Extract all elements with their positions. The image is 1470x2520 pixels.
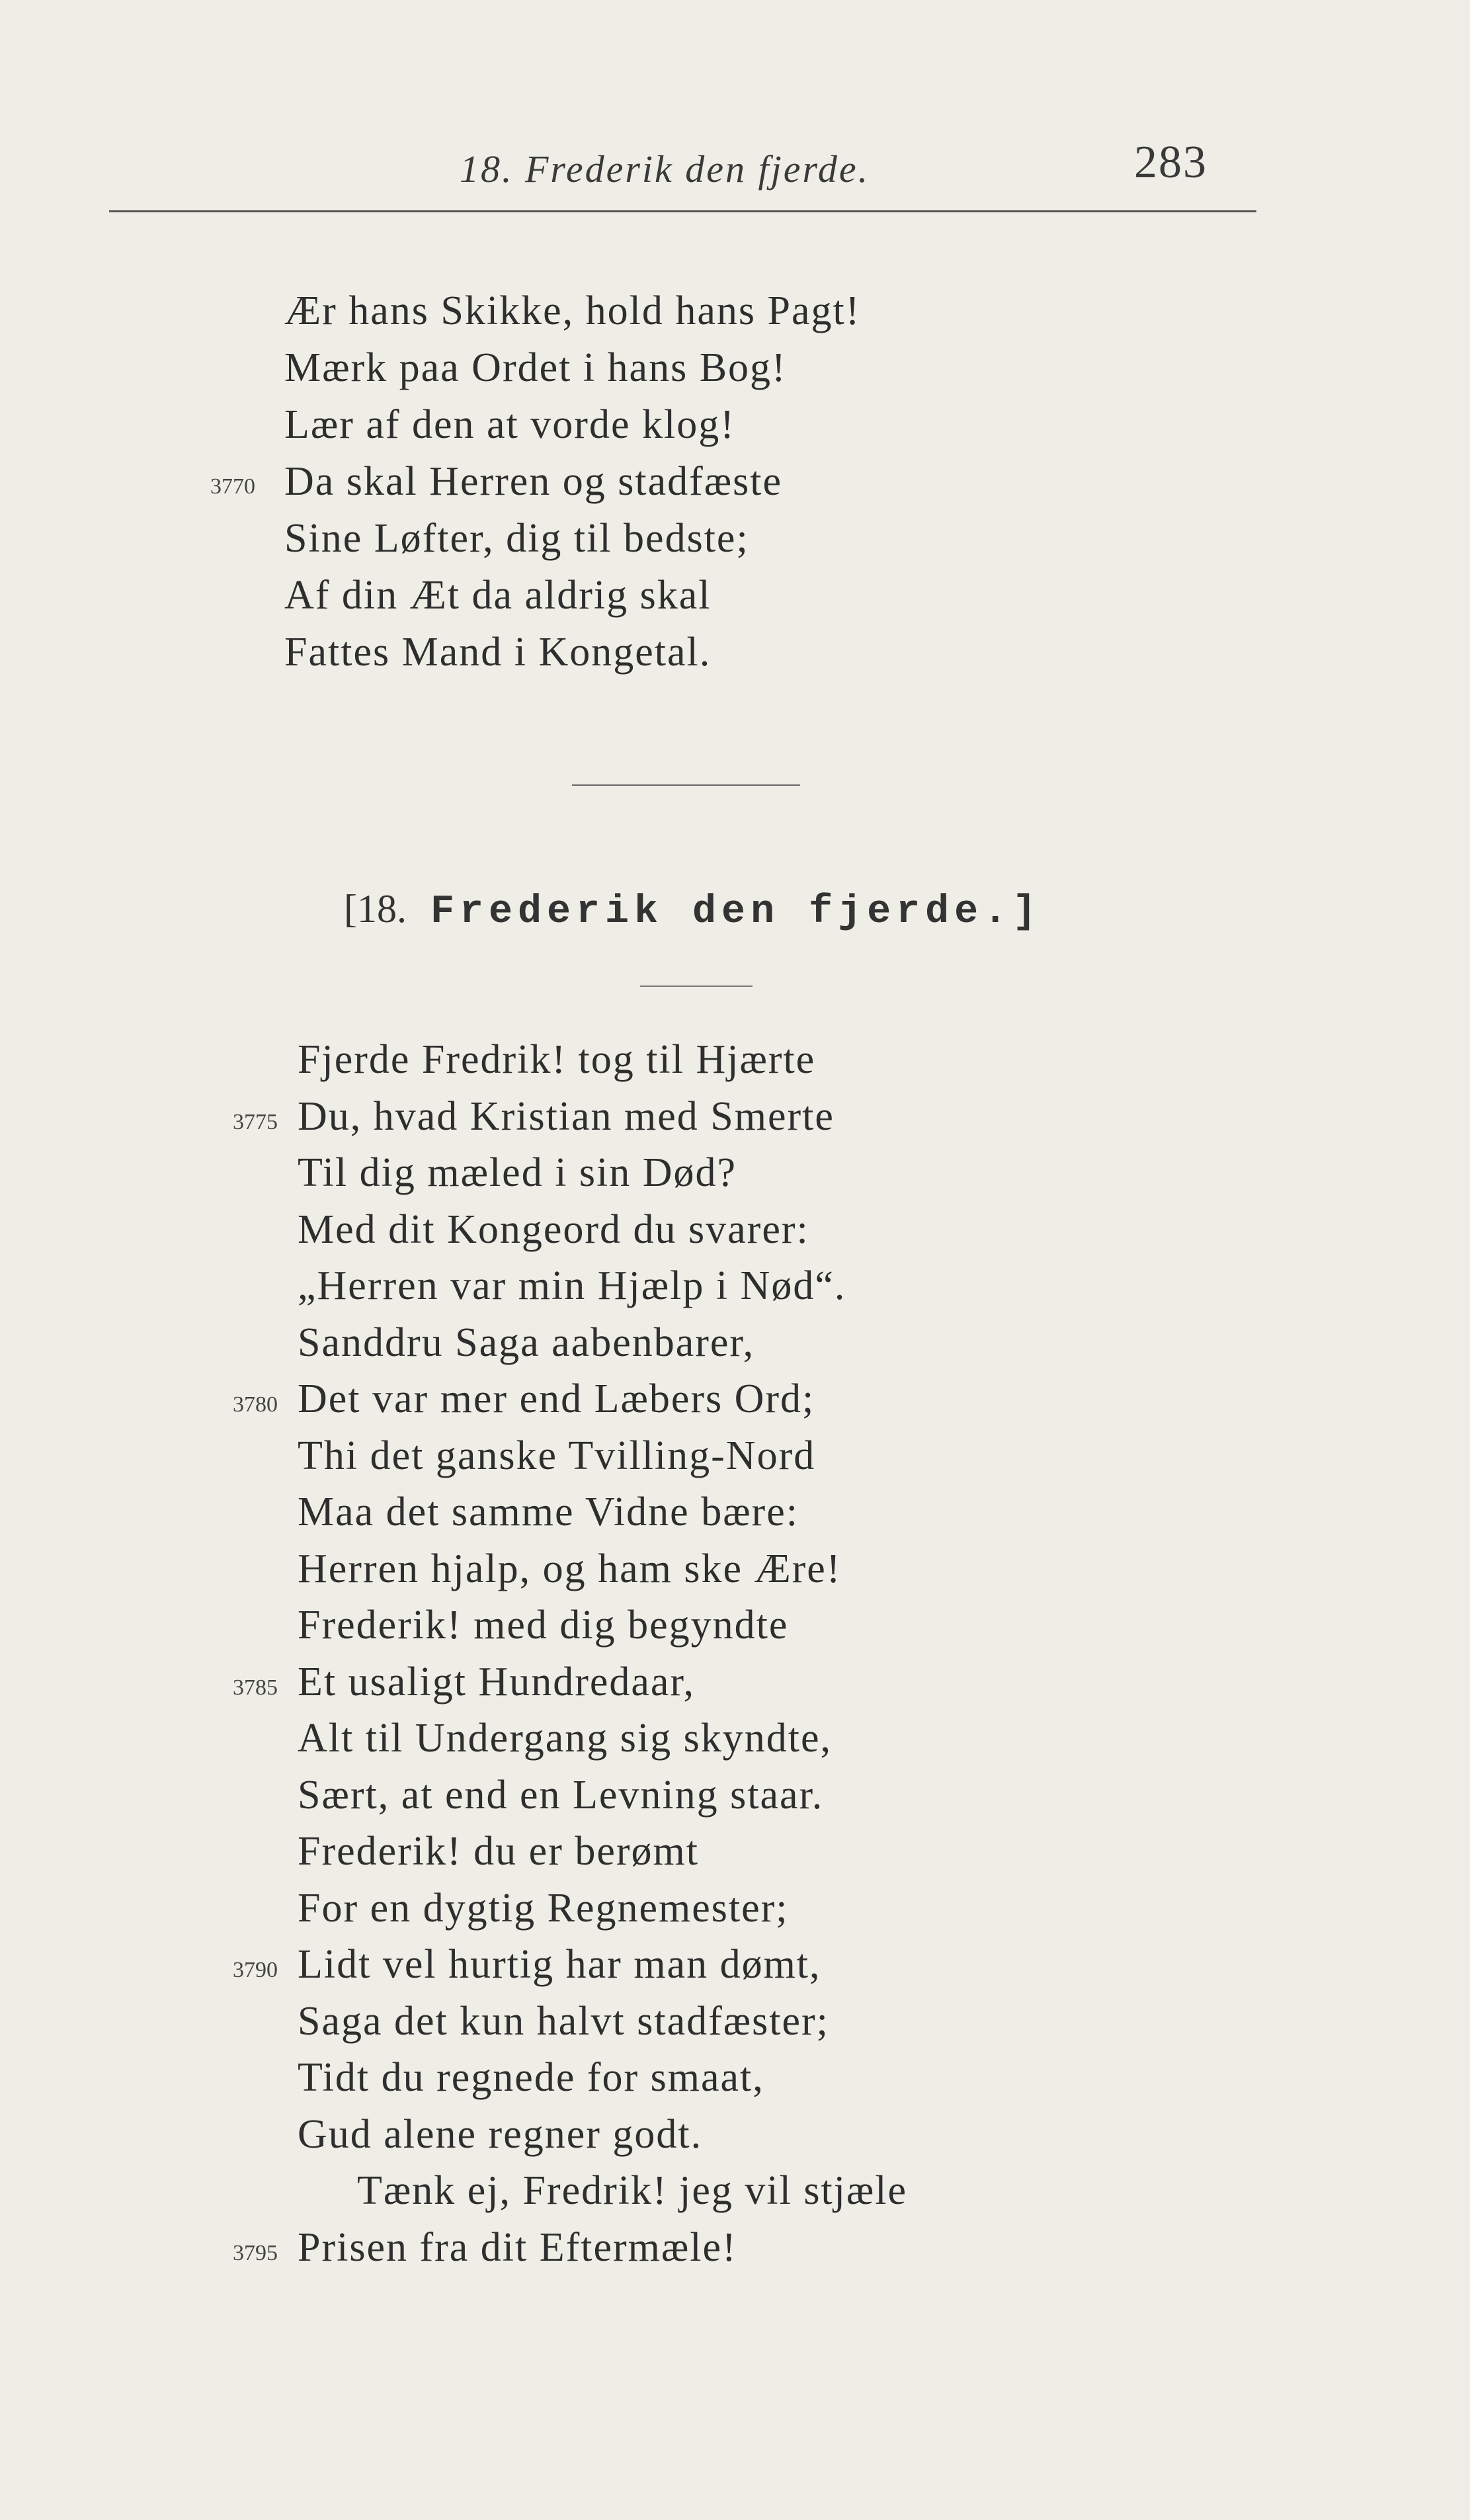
verse-line [0, 2050, 1470, 2107]
verse-line [0, 282, 1470, 339]
verse-text: Prisen fra dit Eftermæle! [298, 2224, 737, 2270]
verse-text: Til dig mæled i sin Død? [298, 1150, 737, 1195]
verse-text: Herren hjalp, og ham ske Ære! [298, 1546, 842, 1591]
verse-line [0, 1428, 1470, 1485]
verse-text: Af din Æt da aldrig skal [284, 573, 712, 618]
verse-text: „Herren var min Hjælp i Nød“. [298, 1263, 846, 1308]
verse-line [0, 1371, 1470, 1428]
verse-line [0, 2220, 1470, 2277]
heading-underline-rule [640, 986, 753, 987]
verse-text: For en dygtig Regnemester; [298, 1885, 789, 1931]
verse-text: Ær hans Skikke, hold hans Pagt! [284, 288, 861, 333]
verse-text: Maa det samme Vidne bære: [298, 1490, 799, 1534]
verse-line [0, 1654, 1470, 1711]
running-title: 18. Frederik den fjerde. [460, 147, 870, 190]
section-heading [344, 886, 1041, 935]
verse-text: Da skal Herren og stadfæste [284, 459, 783, 504]
verse-line [0, 1767, 1470, 1824]
verse-text: Frederik! med dig begyndte [298, 1603, 789, 1648]
verse-text: Sine Løfter, dig til bedste; [284, 516, 749, 561]
verse-text: Det var mer end Læbers Ord; [298, 1376, 815, 1421]
verse-text: Med dit Kongeord du svarer: [298, 1206, 809, 1252]
verse-text: Fattes Mand i Kongetal. [284, 630, 712, 675]
stanza-1 [0, 282, 1470, 681]
verse-line [0, 1202, 1470, 1259]
section-title: Frederik den fjerde.] [430, 890, 1042, 935]
verse-line [0, 1597, 1470, 1654]
verse-line [0, 339, 1470, 396]
verse-text: Frederik! du er berømt [298, 1829, 699, 1874]
verse-text: Lidt vel hurtig har man dømt, [298, 1942, 821, 1987]
verse-line [0, 1032, 1470, 1089]
stanza-2 [0, 1032, 1470, 2276]
line-number: 3785 [233, 1675, 278, 1700]
verse-line [0, 1145, 1470, 1202]
verse-line [0, 624, 1470, 681]
line-number: 3790 [233, 1958, 278, 1982]
page-number: 283 [1134, 137, 1207, 188]
line-number: 3780 [233, 1392, 278, 1417]
verse-text: Tænk ej, Fredrik! jeg vil stjæle [357, 2168, 908, 2213]
verse-line [0, 510, 1470, 567]
verse-text: Sært, at end en Levning staar. [298, 1772, 824, 1818]
verse-text: Du, hvad Kristian med Smerte [298, 1093, 835, 1139]
verse-line [0, 1484, 1470, 1541]
verse-line [0, 1994, 1470, 2050]
section-separator-rule [572, 784, 800, 786]
verse-line [0, 2163, 1470, 2220]
line-number: 3775 [233, 1109, 278, 1134]
verse-line [0, 453, 1470, 510]
verse-text: Et usaligt Hundredaar, [298, 1659, 696, 1704]
verse-text: Tidt du regnede for smaat, [298, 2055, 764, 2100]
verse-line [0, 1089, 1470, 1146]
verse-text: Saga det kun halvt stadfæster; [298, 1998, 829, 2044]
verse-line [0, 1315, 1470, 1372]
verse-text: Thi det ganske Tvilling-Nord [298, 1433, 816, 1478]
verse-text: Sanddru Saga aabenbarer, [298, 1320, 755, 1365]
verse-text: Gud alene regner godt. [298, 2111, 703, 2157]
verse-line [0, 1710, 1470, 1767]
verse-text: Lær af den at vorde klog! [284, 402, 735, 447]
verse-text: Alt til Undergang sig skyndte, [298, 1716, 832, 1761]
running-head [0, 132, 1470, 205]
header-rule [109, 210, 1256, 212]
verse-line [0, 1258, 1470, 1315]
verse-line [0, 567, 1470, 624]
verse-line [0, 1937, 1470, 1994]
verse-text: Mærk paa Ordet i hans Bog! [284, 345, 787, 390]
verse-text: Fjerde Fredrik! tog til Hjærte [298, 1037, 816, 1082]
verse-line [0, 2107, 1470, 2163]
verse-line [0, 396, 1470, 453]
verse-line [0, 1541, 1470, 1598]
verse-line [0, 1824, 1470, 1880]
verse-line [0, 1880, 1470, 1937]
line-number: 3795 [233, 2240, 278, 2265]
section-number: [18. [344, 887, 407, 931]
line-number: 3770 [210, 474, 255, 499]
